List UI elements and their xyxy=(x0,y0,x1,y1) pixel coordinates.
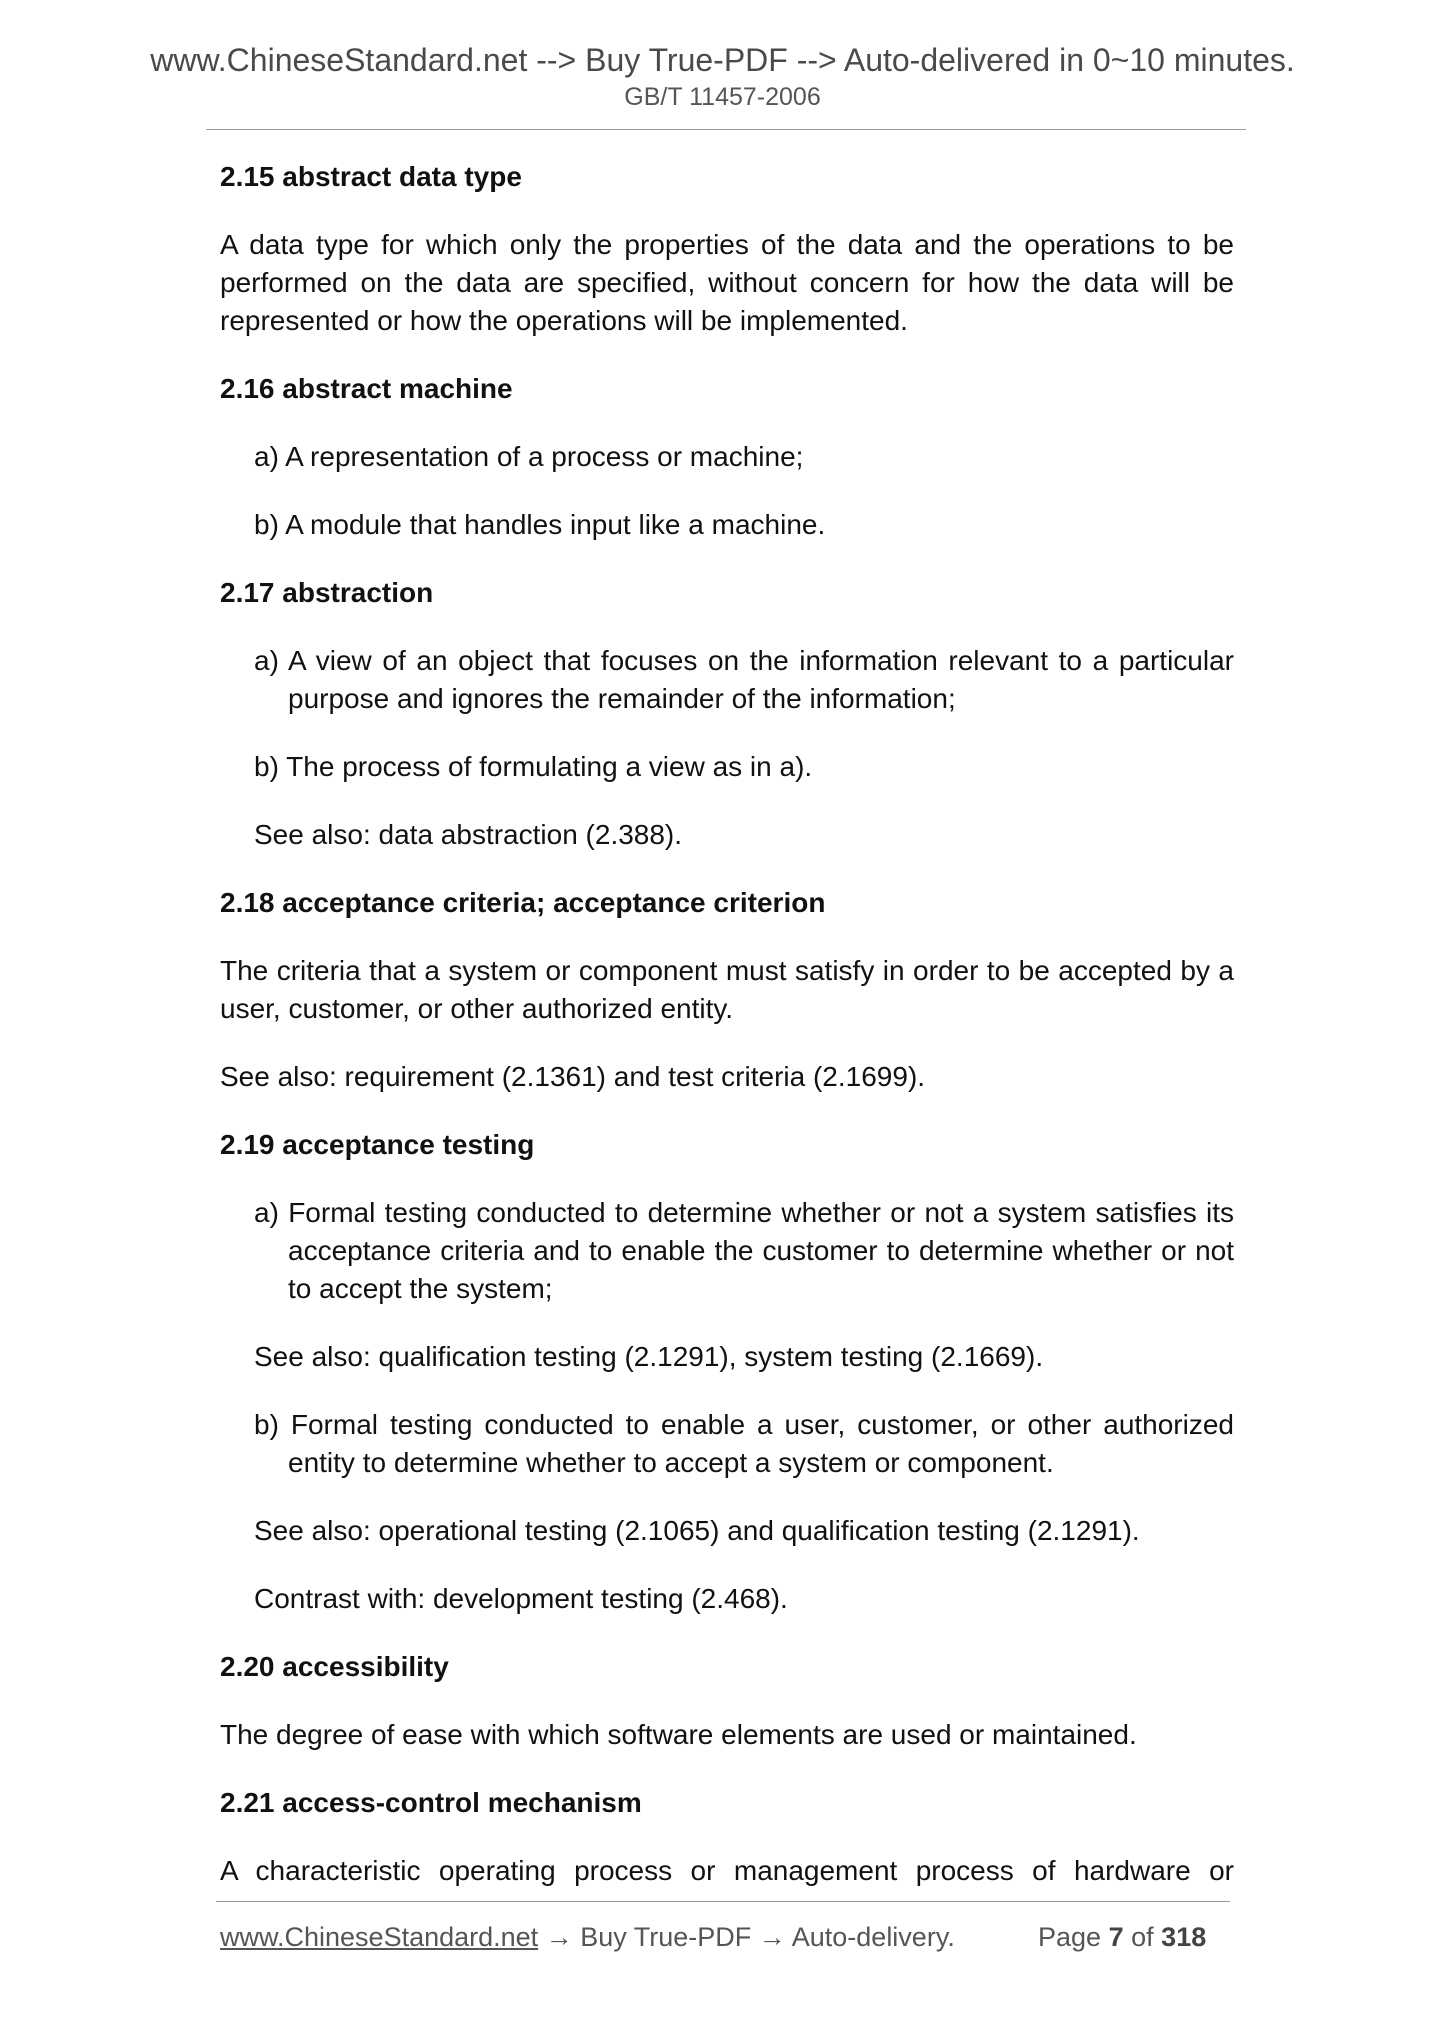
footer-left xyxy=(220,1920,955,1954)
see-also-2-19-a: See also: qualification testing (2.1291), system testing (2.1669). xyxy=(254,1341,1044,1372)
item-2-16-a: a) A representation of a process or machine; xyxy=(254,441,804,472)
see-also-2-17: See also: data abstraction (2.388). xyxy=(254,819,683,850)
item-2-17-b: b) The process of formulating a view as in a). xyxy=(254,751,813,782)
item-2-17-a: a) A view of an object that focuses on the information relevant to a particular purpose and ignores the remainder of the information; xyxy=(254,645,1234,714)
item-2-19-a: a) Formal testing conducted to determine whether or not a system satisfies its acceptance criteria and to enable the customer to determine whether or not to accept the system; xyxy=(254,1197,1234,1304)
footer-divider xyxy=(216,1901,1230,1902)
term-2-18: 2.18 acceptance criteria; acceptance criterion xyxy=(220,887,826,918)
term-2-15: 2.15 abstract data type xyxy=(220,161,522,192)
term-2-20: 2.20 accessibility xyxy=(220,1651,449,1682)
term-2-16: 2.16 abstract machine xyxy=(220,373,513,404)
item-2-19-b: b) Formal testing conducted to enable a user, customer, or other authorized entity to determine whether to accept a system or component. xyxy=(254,1409,1234,1478)
definition-2-21: A characteristic operating process or management process of hardware or xyxy=(220,1855,1234,1886)
total-pages: 318 xyxy=(1161,1922,1207,1952)
page-indicator xyxy=(1038,1920,1206,1954)
term-2-19: 2.19 acceptance testing xyxy=(220,1129,535,1160)
header-divider xyxy=(206,129,1246,130)
definition-2-15: A data type for which only the properties of the data and the operations to be performed on the data are specified, without concern for how the data will be represented or how the operations will be implemented. xyxy=(220,229,1234,336)
contrast-2-19: Contrast with: development testing (2.468). xyxy=(254,1583,788,1614)
item-2-16-b: b) A module that handles input like a machine. xyxy=(254,509,826,540)
see-also-2-19-b: See also: operational testing (2.1065) and qualification testing (2.1291). xyxy=(254,1515,1140,1546)
definition-2-18: The criteria that a system or component must satisfy in order to be accepted by a user, customer, or other authorized entity. xyxy=(220,955,1234,1024)
term-2-21: 2.21 access-control mechanism xyxy=(220,1787,642,1818)
definition-2-20: The degree of ease with which software elements are used or maintained. xyxy=(220,1719,1137,1750)
standard-code: GB/T 11457-2006 xyxy=(624,83,821,111)
footer-site-link[interactable]: www.ChineseStandard.net xyxy=(220,1922,539,1952)
page-number: 7 xyxy=(1108,1922,1124,1952)
of-label: of xyxy=(1131,1922,1154,1952)
footer-tagline: → Buy True-PDF → Auto-delivery. xyxy=(538,1922,955,1952)
page-label: Page xyxy=(1038,1922,1102,1952)
see-also-2-18: See also: requirement (2.1361) and test criteria (2.1699). xyxy=(220,1061,926,1092)
document-body xyxy=(220,158,1234,1890)
term-2-17: 2.17 abstraction xyxy=(220,577,434,608)
header-banner: www.ChineseStandard.net --> Buy True-PDF --> Auto-delivered in 0~10 minutes. xyxy=(150,42,1295,78)
